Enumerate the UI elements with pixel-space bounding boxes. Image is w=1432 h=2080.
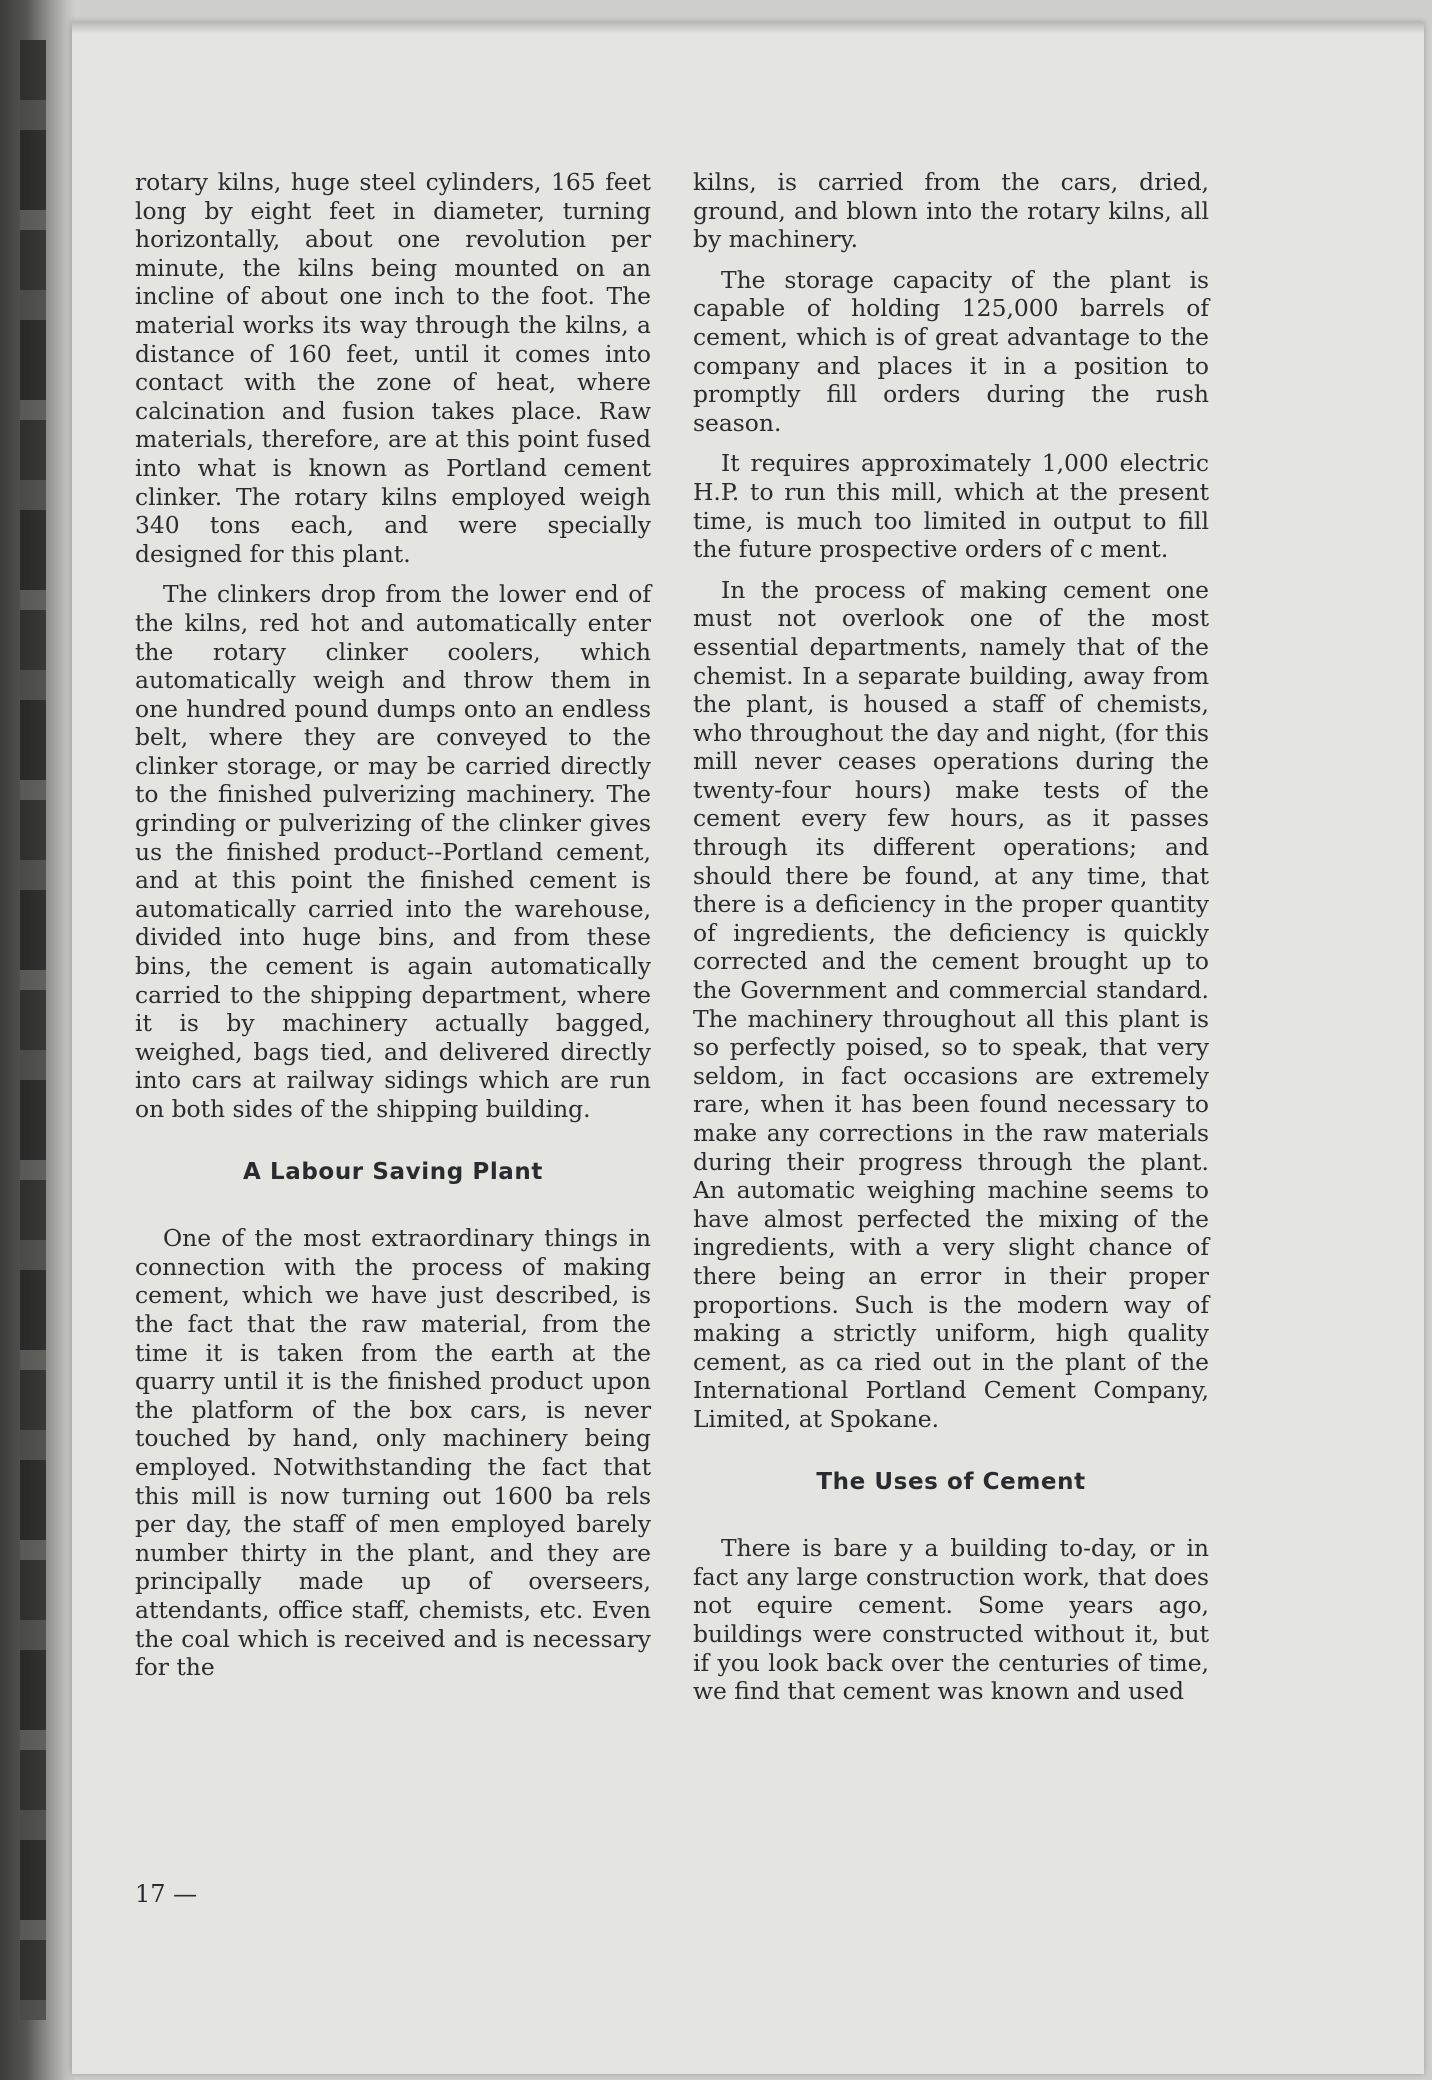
left-paragraph-2: The clinkers drop from the lower end of the kilns, red hot and automatically enter the rotary clinker coolers, which automatically weigh and throw them in one hundred pound dumps onto an endless belt, where they are conveyed to the clinker storage, or may be carried directly to the finished pulverizing machinery. The grinding or pulverizing of the clinker gives us the finished product--Portland cement, and at this point the finished cement is automatically carried into the warehouse, divided into huge bins, and from these bins, the cement is again automatically carried to the shipping department, where it is by machinery actually bagged, weighed, bags tied, and delivered directly into cars at railway sidings which are run on both sides of the shipping building. bbox=[135, 580, 651, 1123]
right-column bbox=[693, 168, 1209, 1718]
page-number: 17 — bbox=[135, 1880, 198, 1908]
page-top-edge bbox=[72, 22, 1424, 34]
right-paragraph-5: There is bare y a building to-day, or in fact any large construction work, that does not equire cement. Some years ago, buildings were constructed without it, but if you look back over the centuries of time, we find that cement was known and used bbox=[693, 1534, 1209, 1706]
right-paragraph-1: kilns, is carried from the cars, dried, ground, and blown into the rotary kilns, all by machinery. bbox=[693, 168, 1209, 254]
right-paragraph-3: It requires approximately 1,000 electric H.P. to run this mill, which at the present time, is much too limited in output to fill the future prospective orders of c ment. bbox=[693, 449, 1209, 564]
right-paragraph-4: In the process of making cement one must not overlook one of the most essential departments, namely that of the chemist. In a separate building, away from the plant, is housed a staff of chemists, who throughout the day and night, (for this mill never ceases operations during the twenty-four hours) make tests of the cement every few hours, as it passes through its different operations; and should there be found, at any time, that there is a deficiency in the proper quantity of ingredients, the deficiency is quickly corrected and the cement brought up to the Government and commercial standard. The machinery throughout all this plant is so perfectly poised, so to speak, that very seldom, in fact occasions are extremely rare, when it has been found necessary to make any corrections in the raw materials during their progress through the plant. An automatic weighing machine seems to have almost perfected the mixing of the ingredients, with a very slight chance of there being an error in their proper proportions. Such is the modern way of making a strictly uniform, high quality cement, as ca ried out in the plant of the International Portland Cement Company, Limited, at Spokane. bbox=[693, 575, 1209, 1433]
section-heading-labour-saving: A Labour Saving Plant bbox=[242, 1158, 543, 1185]
right-paragraph-2: The storage capacity of the plant is capable of holding 125,000 barrels of cement, which is of great advantage to the company and places it in a position to promptly fill orders during the rush season. bbox=[693, 265, 1209, 437]
left-paragraph-1: rotary kilns, huge steel cylinders, 165 feet long by eight feet in diameter, turning horizontally, about one revolution per minute, the kilns being mounted on an incline of about one inch to the foot. The material works its way through the kilns, a distance of 160 feet, until it comes into contact with the zone of heat, where calcination and fusion takes place. Raw materials, therefore, are at this point fused into what is known as Portland cement clinker. The rotary kilns employed weigh 340 tons each, and were specially designed for this plant. bbox=[135, 168, 651, 568]
section-heading-uses-of-cement: The Uses of Cement bbox=[816, 1468, 1086, 1495]
left-paragraph-3: One of the most extraordinary things in connection with the process of making cement, which we have just described, is the fact that the raw material, from the time it is taken from the earth at the quarry until it is the finished product upon the platform of the box cars, is never touched by hand, only machinery being employed. Notwithstanding the fact that this mill is now turning out 1600 ba rels per day, the staff of men employed barely number thirty in the plant, and they are principally made up of overseers, attendants, office staff, chemists, etc. Even the coal which is received and is necessary for the bbox=[135, 1224, 651, 1682]
binding-shadow bbox=[20, 40, 46, 2020]
left-column bbox=[135, 168, 651, 1694]
